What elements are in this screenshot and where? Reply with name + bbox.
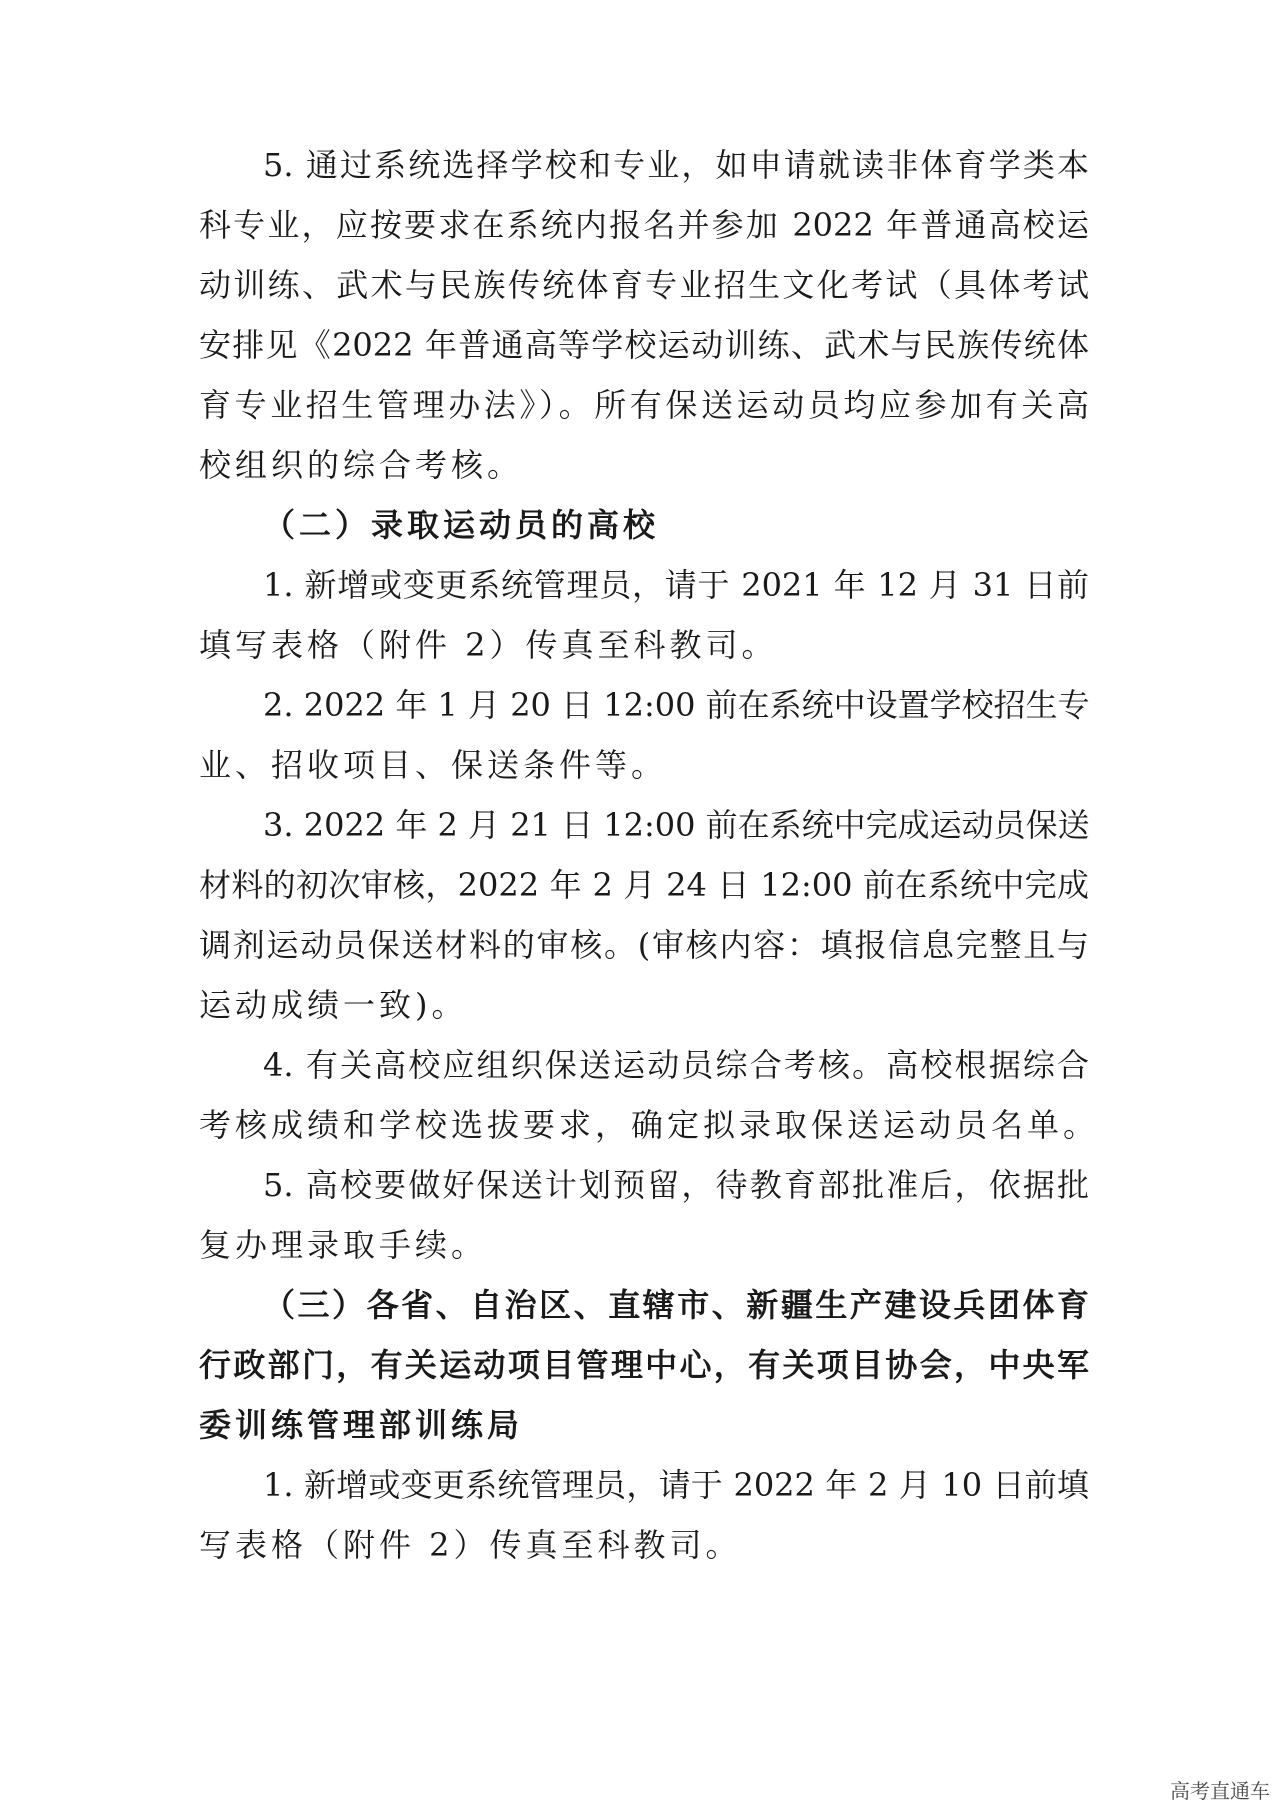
paragraph-line: 复办理录取手续。 <box>199 1226 488 1264</box>
paragraph-line: 5. 高校要做好保送计划预留，待教育部批准后，依据批 <box>263 1166 1089 1204</box>
paragraph-line: 调剂运动员保送材料的审核。(审核内容：填报信息完整且与 <box>199 926 1089 964</box>
paragraph-line: 考核成绩和学校选拔要求，确定拟录取保送运动员名单。 <box>199 1106 1100 1144</box>
watermark: 高考直通车 <box>1170 1779 1270 1803</box>
paragraph-line: 5. 通过系统选择学校和专业，如申请就读非体育学类本 <box>263 146 1089 184</box>
section-heading: （二）录取运动员的高校 <box>263 506 660 544</box>
paragraph-line: 1. 新增或变更系统管理员，请于 2022 年 2 月 10 日前填 <box>263 1466 1089 1504</box>
paragraph-line: 材料的初次审核，2022 年 2 月 24 日 12:00 前在系统中完成 <box>199 866 1089 904</box>
paragraph-line: 校组织的综合考核。 <box>199 446 524 484</box>
paragraph-line: 科专业，应按要求在系统内报名并参加 2022 年普通高校运 <box>199 206 1089 244</box>
paragraph-line: 3. 2022 年 2 月 21 日 12:00 前在系统中完成运动员保送 <box>263 806 1090 844</box>
section-heading: （三）各省、自治区、直辖市、新疆生产建设兵团体育 <box>263 1286 1089 1324</box>
paragraph-line: 动训练、武术与民族传统体育专业招生文化考试（具体考试 <box>199 266 1089 304</box>
paragraph-line: 运动成绩一致)。 <box>199 986 468 1024</box>
paragraph-line: 育专业招生管理办法》）。所有保送运动员均应参加有关高 <box>199 386 1089 424</box>
paragraph-line: 安排见《2022 年普通高等学校运动训练、武术与民族传统体 <box>199 326 1089 364</box>
paragraph-line: 1. 新增或变更系统管理员，请于 2021 年 12 月 31 日前 <box>263 566 1089 604</box>
paragraph-line: 填写表格（附件 2）传真至科教司。 <box>199 626 778 664</box>
section-heading: 委训练管理部训练局 <box>199 1406 524 1444</box>
paragraph-line: 写表格（附件 2）传真至科教司。 <box>199 1526 742 1564</box>
paragraph-line: 2. 2022 年 1 月 20 日 12:00 前在系统中设置学校招生专 <box>263 686 1090 724</box>
paragraph-line: 4. 有关高校应组织保送运动员综合考核。高校根据综合 <box>263 1046 1089 1084</box>
section-heading: 行政部门，有关运动项目管理中心，有关项目协会，中央军 <box>199 1346 1089 1384</box>
paragraph-line: 业、招收项目、保送条件等。 <box>199 746 668 784</box>
